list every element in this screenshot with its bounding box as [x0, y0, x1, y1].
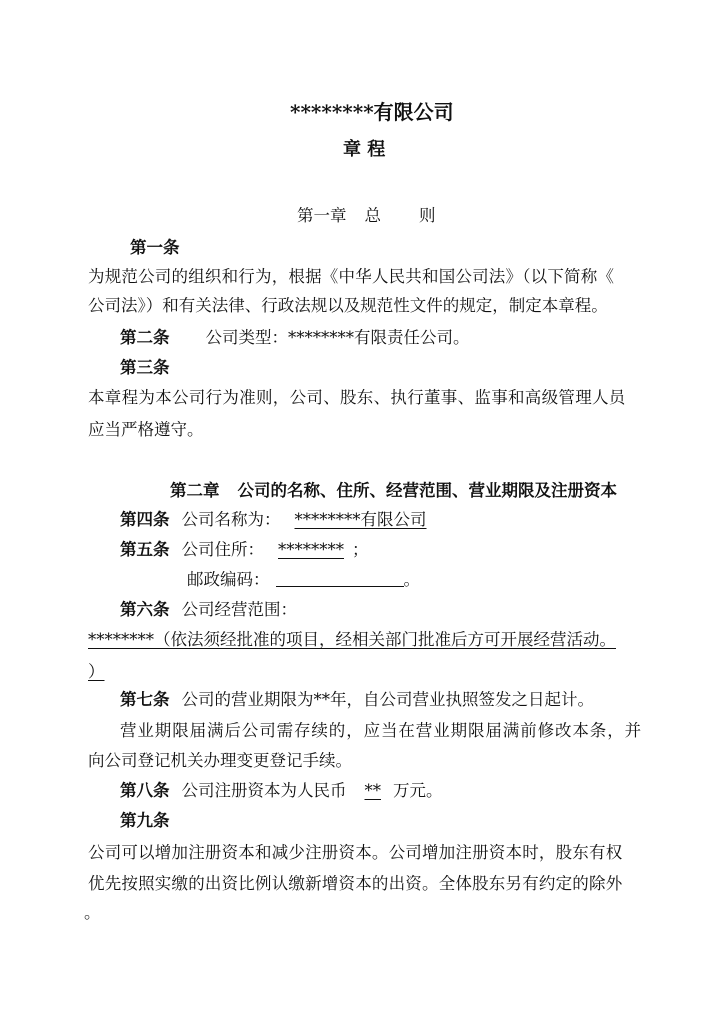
- article-7-text: 向公司登记机关办理变更登记手续。: [88, 751, 352, 770]
- address-field: ********: [278, 540, 344, 559]
- article-label: 第七条: [120, 690, 170, 709]
- company-name-field: ********有限公司: [294, 510, 427, 529]
- article-3-label: 第三条: [120, 358, 170, 377]
- article-text: 公司名称为：: [181, 510, 281, 529]
- article-9-label: 第九条: [120, 811, 170, 830]
- article-text: ；: [352, 540, 369, 559]
- chapter-label: 第一章: [297, 206, 347, 225]
- article-text: 。: [403, 570, 420, 589]
- article-3-text: 应当严格遵守。: [88, 420, 204, 439]
- chapter-title: 总: [364, 206, 381, 225]
- article-text: 公司经营范围：: [181, 600, 297, 619]
- article-1-label: 第一条: [130, 238, 180, 257]
- chapter-2-heading: [170, 480, 617, 502]
- article-7: [120, 689, 594, 711]
- business-scope-field: ）: [88, 662, 105, 681]
- article-9-text: 。: [84, 903, 101, 922]
- article-text: 公司类型：********有限责任公司。: [205, 328, 470, 347]
- postal-code-field: [276, 570, 404, 587]
- article-label: 第八条: [120, 781, 170, 800]
- article-label: 第五条: [120, 540, 170, 559]
- article-1-text: 为规范公司的组织和行为，根据《中华人民共和国公司法》（以下简称《: [88, 267, 615, 286]
- article-1-text: 公司法》）和有关法律、行政法规以及规范性文件的规定，制定本章程。: [88, 296, 608, 315]
- article-8: [120, 780, 443, 802]
- article-label: 第六条: [120, 600, 170, 619]
- document-subtitle: 章 程: [343, 139, 386, 160]
- article-3-text: 本章程为本公司行为准则，公司、股东、执行董事、监事和高级管理人员: [88, 388, 626, 407]
- article-text: 万元。: [393, 781, 443, 800]
- chapter-label: 第二章: [170, 481, 220, 500]
- chapter-title: 公司的名称、住所、经营范围、营业期限及注册资本: [237, 481, 617, 500]
- article-9-text: 优先按照实缴的出资比例认缴新增资本的出资。全体股东另有约定的除外: [88, 874, 623, 893]
- article-label: 第四条: [120, 510, 170, 529]
- article-6: [120, 599, 297, 621]
- article-5: [120, 539, 369, 561]
- document-title: ********有限公司: [290, 100, 454, 124]
- article-label: 第二条: [120, 328, 170, 347]
- chapter-title: 则: [419, 206, 436, 225]
- article-text: 公司住所：: [181, 540, 264, 559]
- article-9-text: 公司可以增加注册资本和减少注册资本。公司增加注册资本时，股东有权: [88, 843, 623, 862]
- business-scope-field: ********（依法须经批准的项目，经相关部门批准后方可开展经营活动。: [88, 630, 616, 649]
- postal-code-line: [187, 569, 420, 591]
- postal-code-label: 邮政编码：: [187, 570, 270, 589]
- article-7-text: 营业期限届满后公司需存续的，应当在营业期限届满前修改本条，并: [120, 721, 642, 740]
- article-text: 公司的营业期限为**年，自公司营业执照签发之日起计。: [181, 690, 594, 709]
- article-2: [120, 327, 470, 349]
- article-text: 公司注册资本为人民币: [181, 781, 347, 800]
- registered-capital-field: **: [364, 781, 381, 800]
- article-4: [120, 509, 427, 531]
- chapter-1-heading: [297, 205, 436, 227]
